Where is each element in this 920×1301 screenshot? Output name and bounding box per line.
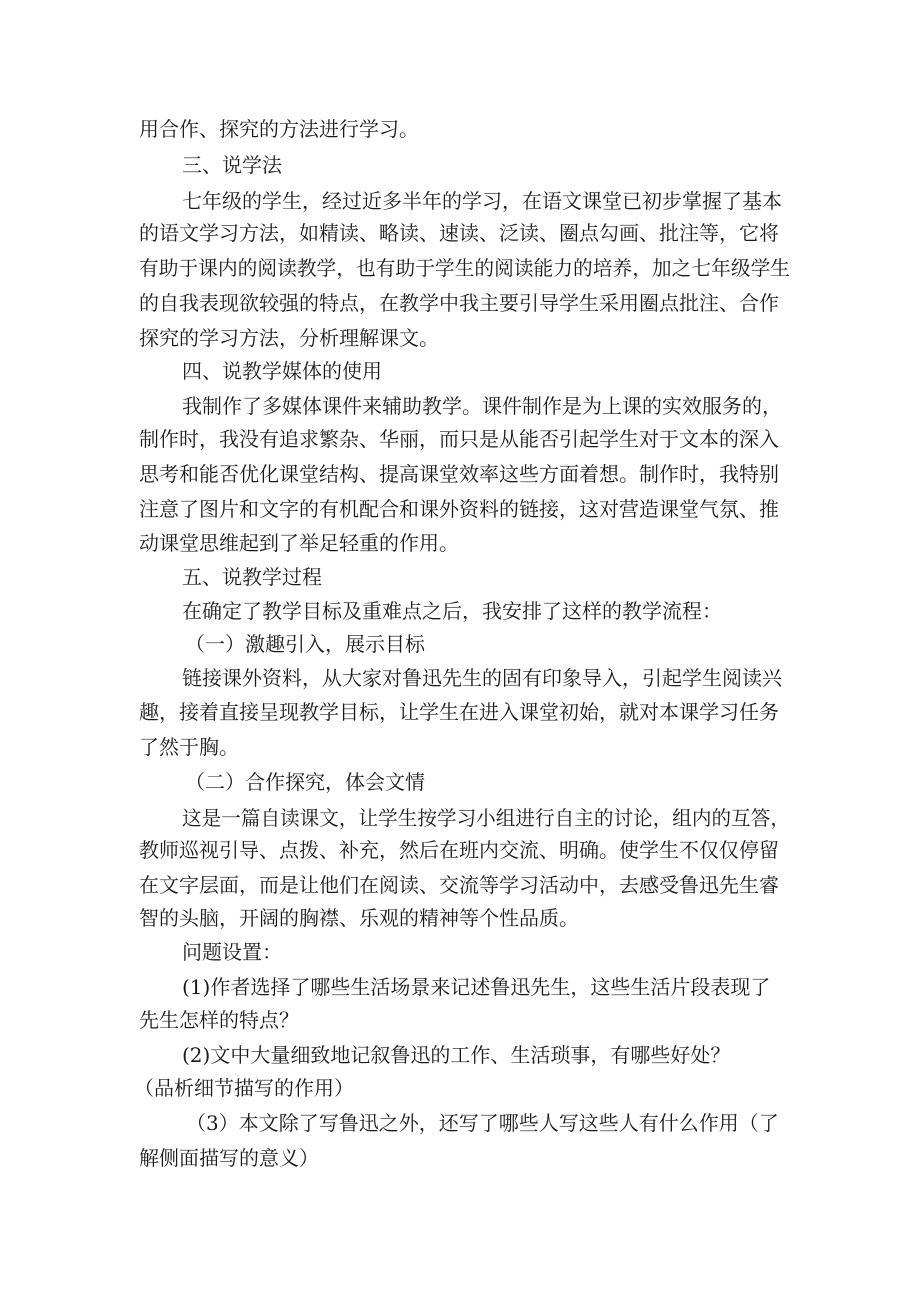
text-line-content: (2)文中大量细致地记叙鲁迅的工作、生活琐事，有哪些好处？ — [182, 1043, 731, 1067]
text-line — [0, 1140, 920, 1176]
text-line-content: （品析细节描写的作用） — [134, 1076, 354, 1100]
text-line-content: 七年级的学生，经过近多半年的学习，在语文课堂已初步掌握了基本 — [182, 189, 782, 213]
text-line — [0, 832, 920, 868]
text-line — [0, 250, 920, 286]
section-heading-text: 五、说教学过程 — [182, 565, 322, 589]
subsection-heading-text: （一）激趣引入，展示目标 — [185, 632, 425, 656]
text-line-content: 的自我表现欲较强的特点，在教学中我主要引导学生采用圈点批注、合作 — [139, 291, 779, 315]
text-line — [0, 1070, 920, 1106]
subsection-heading — [0, 626, 920, 662]
section-heading — [0, 353, 920, 389]
text-line — [0, 491, 920, 527]
text-line-content: 在确定了教学目标及重难点之后，我安排了这样的教学流程： — [182, 599, 722, 623]
text-line-content: 制作时，我没有追求繁杂、华丽，而只是从能否引起学生对于文本的深入 — [139, 427, 779, 451]
text-line — [0, 421, 920, 457]
text-line — [0, 388, 920, 424]
text-line-content: 这是一篇自读课文，让学生按学习小组进行自主的讨论，组内的互答， — [182, 806, 790, 830]
text-line-content: 智的头脑，开阔的胸襟、乐观的精神等个性品质。 — [139, 906, 579, 930]
section-heading-text: 三、说学法 — [182, 153, 282, 177]
section-heading — [0, 559, 920, 595]
text-line — [0, 456, 920, 492]
text-line-content: 注意了图片和文字的有机配合和课外资料的链接，这对营造课堂气氛、推 — [139, 497, 779, 521]
text-line — [0, 1002, 920, 1038]
text-line-content: 思考和能否优化课堂结构、提高课堂效率这些方面着想。制作时，我特别 — [139, 462, 779, 486]
text-line-content: 探究的学习方法，分析理解课文。 — [139, 326, 439, 350]
text-line-content: (1)作者选择了哪些生活场景来记述鲁迅先生，这些生活片段表现了 — [182, 975, 771, 999]
text-line-content: （3）本文除了写鲁迅之外，还写了哪些人写这些人有什么作用（了 — [186, 1111, 779, 1135]
text-line — [0, 934, 920, 970]
text-line-content: 先生怎样的特点？ — [139, 1008, 299, 1032]
text-line — [0, 969, 920, 1005]
text-line-content: 链接课外资料，从大家对鲁迅先生的固有印象导入，引起学生阅读兴 — [182, 666, 782, 690]
text-line — [0, 320, 920, 356]
text-line — [0, 729, 920, 765]
text-line — [0, 1105, 920, 1141]
section-heading-text: 四、说教学媒体的使用 — [182, 359, 382, 383]
text-line — [0, 867, 920, 903]
text-line — [0, 525, 920, 561]
subsection-heading — [0, 764, 920, 800]
text-line — [0, 285, 920, 321]
text-line-content: 有助于课内的阅读教学，也有助于学生的阅读能力的培养，加之七年级学生 — [139, 256, 791, 280]
text-line — [0, 694, 920, 730]
text-line — [0, 660, 920, 696]
text-line — [0, 900, 920, 936]
text-line-content: 用合作、探究的方法进行学习。 — [139, 117, 419, 141]
text-line — [0, 111, 920, 147]
text-line-content: 解侧面描写的意义） — [139, 1146, 319, 1170]
text-line — [0, 1037, 920, 1073]
section-heading — [0, 147, 920, 183]
text-line — [0, 800, 920, 836]
text-line-content: 教师巡视引导、点拨、补充，然后在班内交流、明确。使学生不仅仅停留 — [139, 838, 779, 862]
text-line-content: 趣，接着直接呈现教学目标，让学生在进入课堂初始，就对本课学习任务 — [139, 700, 779, 724]
text-line-content: 了然于胸。 — [139, 735, 239, 759]
text-line-content: 我制作了多媒体课件来辅助教学。课件制作是为上课的实效服务的， — [182, 394, 782, 418]
text-line-content: 的语文学习方法，如精读、略读、速读、泛读、圈点勾画、批注等，它将 — [139, 221, 779, 245]
text-line-content: 动课堂思维起到了举足轻重的作用。 — [139, 531, 459, 555]
text-line-content: 在文字层面，而是让他们在阅读、交流等学习活动中，去感受鲁迅先生睿 — [139, 873, 779, 897]
text-line — [0, 215, 920, 251]
subsection-heading-text: （二）合作探究，体会文情 — [185, 770, 425, 794]
text-line — [0, 593, 920, 629]
text-line — [0, 183, 920, 219]
text-line-content: 问题设置： — [182, 940, 282, 964]
